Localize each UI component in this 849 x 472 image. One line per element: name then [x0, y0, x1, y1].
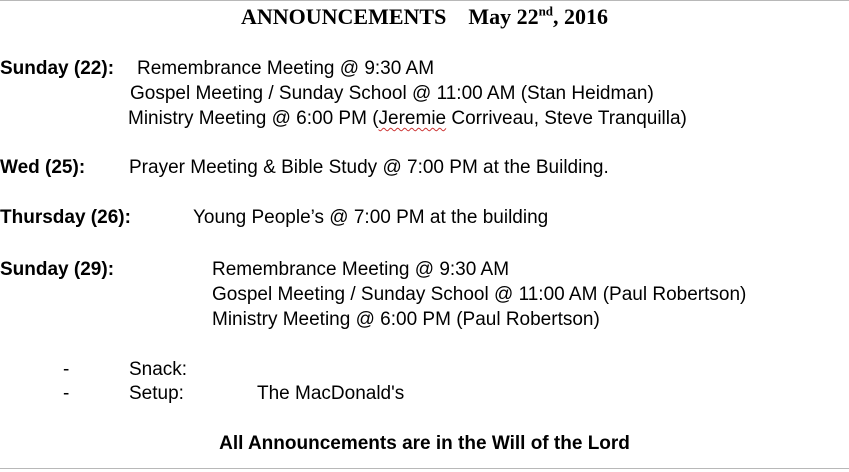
sunday29-ministry: Ministry Meeting @ 6:00 PM (Paul Robertson) [212, 309, 600, 330]
sunday29-gospel: Gospel Meeting / Sunday School @ 11:00 AM (Paul Robertson) [212, 284, 747, 305]
thursday26-day: Thursday (26): [0, 207, 131, 228]
sunday29-remembrance: Remembrance Meeting @ 9:30 AM [212, 259, 510, 280]
top-border [0, 0, 849, 1]
duty-snack-label: Snack: [129, 359, 188, 380]
sunday29-day: Sunday (29): [0, 259, 115, 280]
duty-bullet: - [63, 383, 70, 404]
sunday22-ministry-pre: Ministry Meeting @ 6:00 PM ( [128, 108, 379, 129]
wed25-day: Wed (25): [0, 157, 86, 178]
duty-bullet: - [63, 359, 70, 380]
sunday22-ministry [128, 108, 687, 130]
duty-setup-label: Setup: [129, 383, 184, 404]
page-title [0, 4, 849, 30]
thursday26-young-people: Young People’s @ 7:00 PM at the building [193, 207, 549, 228]
title-date-year: , 2016 [553, 4, 609, 29]
title-label: ANNOUNCEMENTS [240, 4, 447, 29]
title-date-day: May 22 [468, 4, 539, 29]
sunday22-ministry-name: Jeremie [378, 108, 447, 129]
wed25-prayer: Prayer Meeting & Bible Study @ 7:00 PM at the Building. [129, 157, 609, 178]
sunday22-day: Sunday (22): [0, 58, 115, 79]
sunday22-remembrance: Remembrance Meeting @ 9:30 AM [137, 58, 435, 79]
sunday22-ministry-post: Corriveau, Steve Tranquilla) [446, 108, 687, 129]
title-date-suffix: nd [538, 3, 554, 19]
sunday22-gospel: Gospel Meeting / Sunday School @ 11:00 AM (Stan Heidman) [130, 83, 654, 104]
bottom-border [0, 468, 849, 469]
duty-setup-value: The MacDonald's [257, 383, 405, 404]
footer-note: All Announcements are in the Will of the Lord [219, 433, 630, 454]
